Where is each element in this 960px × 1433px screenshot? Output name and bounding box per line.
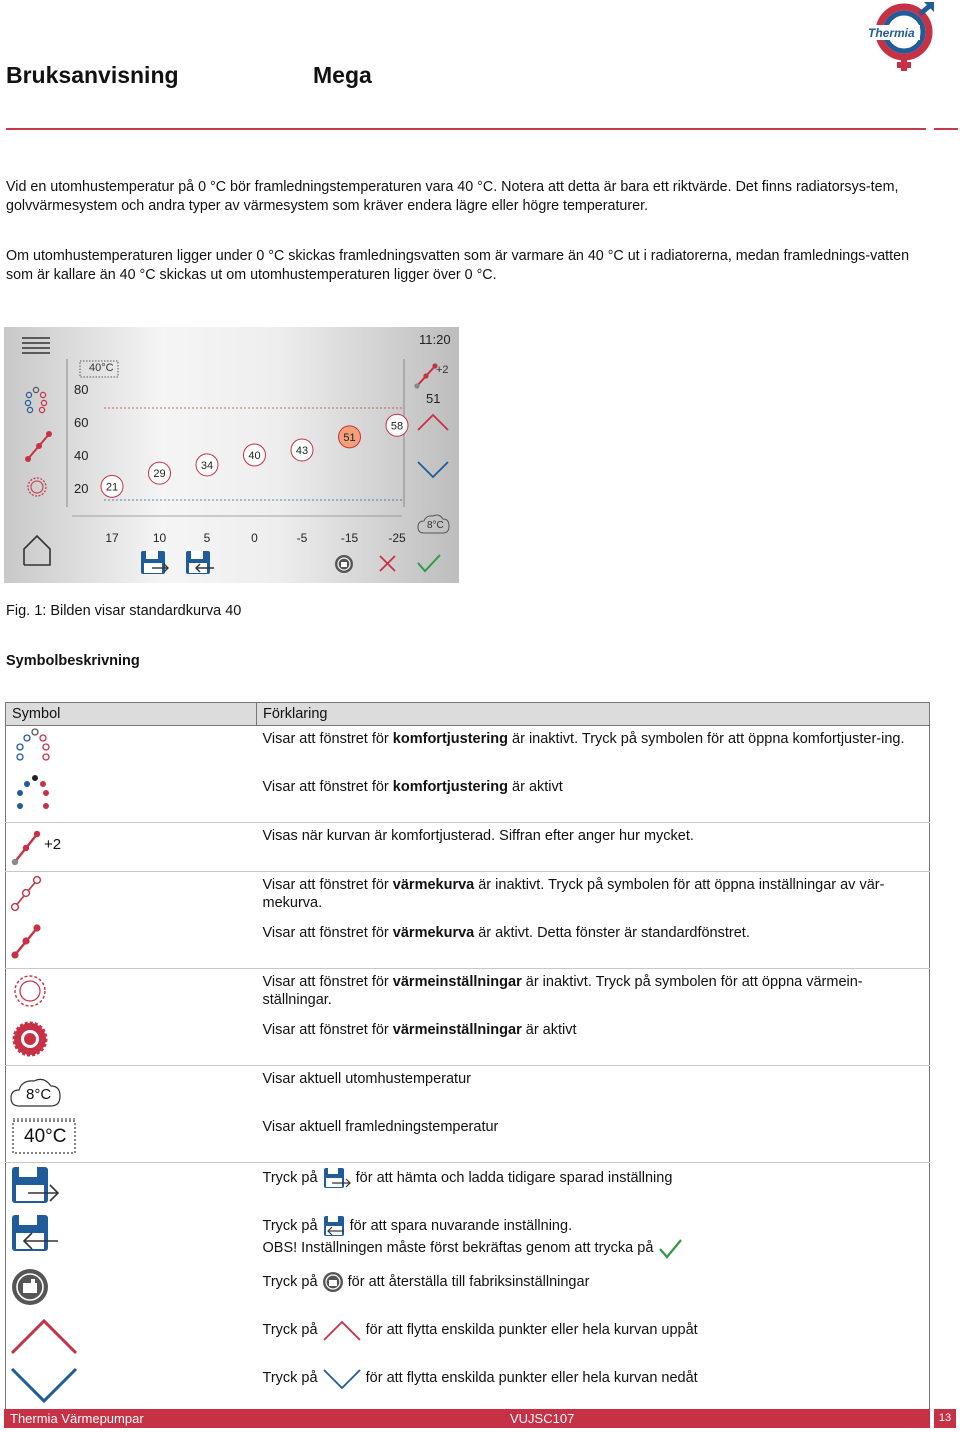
curve-point-label: 40 [248,450,261,462]
flow-temp-label: 40°C [24,1126,67,1147]
table-row [6,774,930,823]
figure-caption: Fig. 1: Bilden visar standardkurva 40 [6,603,242,619]
outdoor-temp-value: 8°C [427,520,444,531]
explanation-paragraph: Om utomhustemperaturen ligger under 0 °C skickas framledningsvatten som är varmare än 40 °C ut i radiatorerna, medan framlednings-vatten som är kallare än 40 °C skickas ut om utomhustemperaturen ligger över 0 °C. [6,248,910,283]
arrow-down-button[interactable] [418,462,448,477]
arrow-up-button[interactable] [418,415,448,430]
x-tick-label: -5 [296,531,308,545]
save-settings-button[interactable] [186,551,214,574]
outdoor-temp-label: 8°C [26,1086,52,1103]
row-text: Visar att fönstret för värmeinställningar är inaktivt. Tryck på symbolen för att öppna värmein-ställningar. [262,974,863,1008]
curve-adjusted-icon [414,363,437,388]
current-value: 51 [426,391,441,406]
row-text: Visar att fönstret för värmekurva är inaktivt. Tryck på symbolen för att öppna inställningar av vär-mekurva. [262,877,885,911]
confirm-button[interactable] [418,555,440,571]
load-settings-button[interactable] [141,551,168,574]
table-row [6,823,930,872]
factory-reset-icon [322,1271,344,1293]
comfort-inactive-icon [6,726,66,770]
column-header-symbol: Symbol [6,703,257,726]
curve-point-label: 21 [105,481,119,494]
row-text: Tryck på för att återställa till fabriksinställningar [263,1267,930,1315]
confirm-check-icon [657,1237,683,1259]
table-row [6,1211,930,1267]
heat-curve-active-icon[interactable] [25,431,52,462]
row-text: Tryck på för att flytta enskilda punkter eller hela kurvan nedåt [263,1363,930,1413]
row-text: Visar att fönstret för värmeinställningar är aktivt [262,1022,577,1038]
curve-point-label: 34 [200,459,214,472]
row-text: Visar att fönstret för komfortjustering är inaktivt. Tryck på symbolen för att öppna komfortjuster-ing. [262,731,905,747]
table-row [6,1066,930,1115]
table-row [6,969,930,1018]
x-tick-label: -15 [340,531,359,545]
offset-label: +2 [436,364,449,376]
curve-point-label: 58 [390,420,404,433]
footer-doc-code: VUJSC107 [510,1411,575,1426]
table-row [6,872,930,921]
load-settings-icon [322,1167,352,1189]
table-row [6,1114,930,1163]
curve-point-label: 51 [343,431,356,444]
row-text: Tryck på för att spara nuvarande inställning. OBS! Inställningen måste först bekräftas genom att trycka på [263,1211,930,1267]
row-text: Visas när kurvan är komfortjusterad. Siffran efter anger hur mycket. [262,828,694,844]
arrow-up-icon [322,1319,362,1341]
row-text: Visar att fönstret för värmekurva är aktivt. Detta fönster är standardfönstret. [262,925,750,941]
clock-time: 11:20 [419,332,451,347]
curve-point-label: 29 [153,468,166,481]
row-text: Visar aktuell framledningstemperatur [262,1119,499,1135]
column-header-explanation: Förklaring [257,703,930,726]
intro-paragraph: Vid en utomhustemperatur på 0 °C bör framledningstemperaturen vara 40 °C. Notera att detta är bara ett riktvärde. Det finns radiatorsys-tem, golvvärmesystem och andra typer av värmesystem som kräver endera lägre eller högre temperaturer. [6,179,899,214]
arrow-down-icon [6,1363,86,1409]
heat-curve-inactive-icon [6,872,66,916]
arrow-down-icon [322,1367,362,1389]
y-tick-label: 60 [74,415,89,430]
svg-text:Thermia: Thermia [868,26,915,40]
curve-point-label: 43 [295,445,309,458]
table-row [6,1315,930,1363]
table-row [6,1163,930,1212]
table-row [6,1017,930,1066]
cancel-button[interactable] [380,556,395,571]
save-settings-icon [6,1211,66,1259]
heat-curve-chart [74,382,408,545]
y-tick-label: 40 [74,448,89,463]
heat-settings-inactive-icon[interactable] [28,478,46,496]
comfort-active-icon [6,774,66,818]
row-text: Tryck på för att hämta och ladda tidigare sparad inställning [263,1163,930,1211]
y-tick-label: 20 [74,481,89,496]
table-row [6,1267,930,1315]
x-tick-label: 5 [203,531,211,545]
y-tick-label: 80 [74,382,89,397]
footer-company: Thermia Värmepumpar [10,1411,144,1426]
factory-reset-button[interactable] [335,555,353,573]
x-tick-label: -25 [388,531,406,545]
heat-curve-screen [4,327,459,583]
heat-settings-inactive-icon [6,969,66,1013]
curve-adjusted-label: +2 [44,836,62,853]
heat-settings-active-icon [6,1017,66,1061]
row-text: Visar aktuell utomhustemperatur [262,1071,471,1087]
load-settings-icon [6,1163,66,1207]
heat-curve-active-icon [6,920,66,964]
flow-temp-badge-value: 40°C [89,362,114,374]
menu-icon[interactable] [22,338,50,353]
header-rule [6,128,926,130]
section-title: Symbolbeskrivning [6,653,140,669]
page-number: 13 [934,1409,956,1428]
comfort-inactive-icon[interactable] [25,387,46,412]
row-text: Visar att fönstret för komfortjustering är aktivt [262,779,563,795]
thermia-logo [862,2,958,74]
table-row [6,1363,930,1414]
table-row [6,726,930,775]
x-tick-label: 0 [251,531,258,545]
x-tick-label: 17 [105,531,119,545]
symbol-table [5,702,930,1414]
home-icon[interactable] [24,536,50,565]
document-title: Bruksanvisning [6,62,179,88]
factory-reset-icon [6,1267,66,1311]
row-text: Tryck på för att flytta enskilda punkter eller hela kurvan uppåt [263,1315,930,1363]
table-row [6,920,930,969]
arrow-up-icon [6,1315,86,1359]
header-rule-right [934,128,958,130]
product-title: Mega [313,62,372,88]
footer-bar [4,1409,930,1428]
x-tick-label: 10 [152,531,167,545]
save-settings-icon [322,1215,346,1237]
